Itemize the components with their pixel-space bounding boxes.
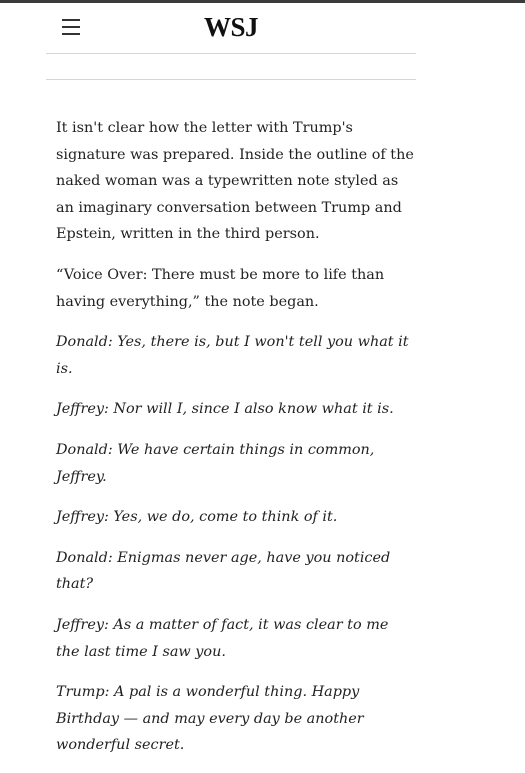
article-body xyxy=(56,115,416,773)
article-paragraph: It isn't clear how the letter with Trump's signature was prepared. Inside the outline of the naked woman was a typewritten note styled as an imaginary conversation between Trump and Epstein, written in the third person. xyxy=(56,120,414,243)
dialogue-line: Jeffrey: As a matter of fact, it was clear to me the last time I saw you. xyxy=(56,616,389,660)
dialogue-line: Donald: We have certain things in common, Jeffrey. xyxy=(56,441,375,485)
dialogue-line: Donald: Enigmas never age, have you noticed that? xyxy=(56,549,391,593)
wsj-logo[interactable]: WSJ xyxy=(203,12,259,42)
site-header xyxy=(46,3,416,54)
dialogue-line: Jeffrey: Nor will I, since I also know what it is. xyxy=(56,401,394,418)
header-divider xyxy=(46,79,416,80)
dialogue-line: Trump: A pal is a wonderful thing. Happy Birthday — and may every day be another wonderful secret. xyxy=(56,684,364,754)
dialogue-line: Jeffrey: Yes, we do, come to think of it. xyxy=(56,509,338,526)
article-paragraph: “Voice Over: There must be more to life than having everything,” the note began. xyxy=(56,266,385,310)
dialogue-line: Donald: Yes, there is, but I won't tell you what it is. xyxy=(56,334,409,377)
